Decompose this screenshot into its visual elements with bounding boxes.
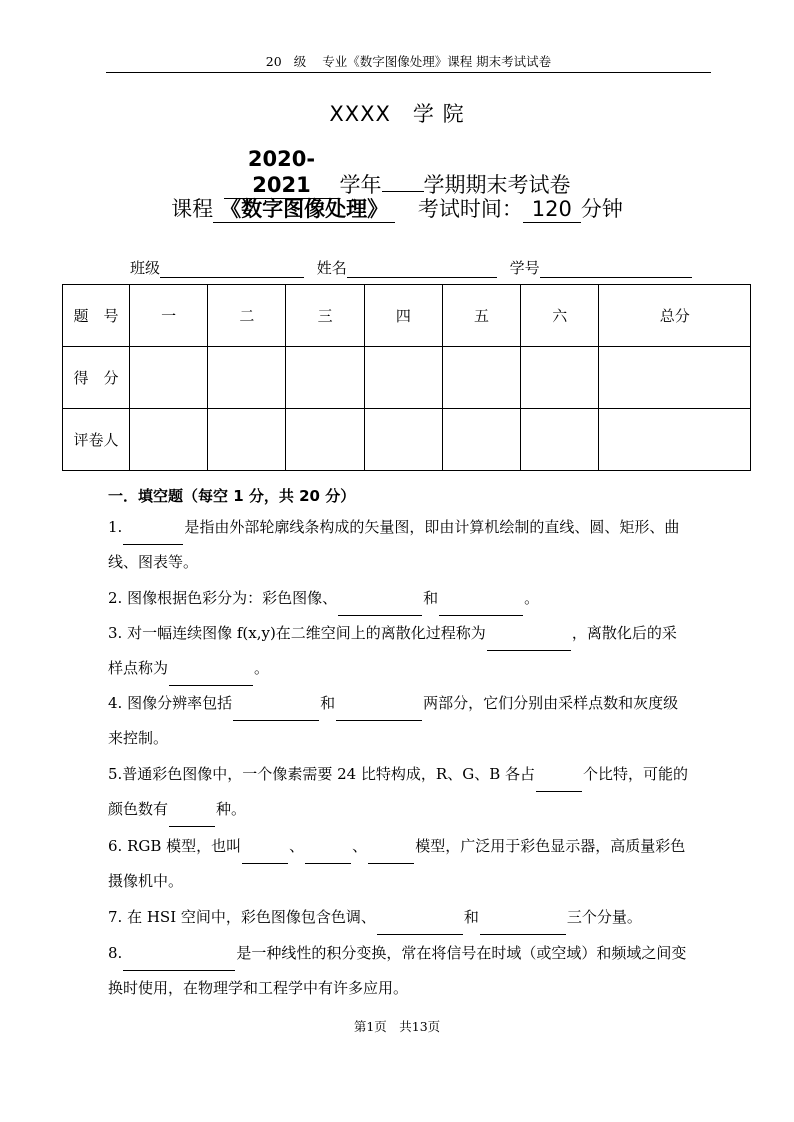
q6-text-2: 模型，广泛用于彩色显示器，高质量彩色 [415,837,686,855]
question-8 [108,936,714,1006]
score-table [62,284,751,471]
score-header-cell: 五 [442,285,520,347]
time-unit: 分钟 [580,197,623,221]
score-cell[interactable] [130,347,208,409]
grader-cell[interactable] [130,409,208,471]
question-1 [108,510,714,580]
answer-blank[interactable] [123,951,235,971]
q3-text-3: 样点称为 [108,659,169,677]
score-header-cell: 四 [364,285,442,347]
name-field[interactable] [347,261,497,278]
score-cell[interactable] [286,347,364,409]
score-cell[interactable] [364,347,442,409]
score-header-cell: 二 [208,285,286,347]
q3-text-2: ，离散化后的采 [571,624,677,642]
answer-blank[interactable] [242,844,288,864]
grader-cell[interactable] [286,409,364,471]
q5-end: 种。 [216,800,247,818]
q6-text: 6. RGB 模型，也叫 [108,837,242,855]
name-label: 姓名 [316,259,347,277]
grader-cell[interactable] [364,409,442,471]
q3-end: 。 [254,659,270,677]
score-cell[interactable] [208,347,286,409]
q4-text-2: 两部分，它们分别由采样点数和灰度级 [423,694,679,712]
answer-blank[interactable] [336,701,422,721]
q7-text-2: 三个分量。 [566,908,642,926]
q5-text-3: 颜色数有 [108,800,169,818]
exam-year-line [0,146,794,199]
school-title [0,98,794,128]
question-6 [108,829,714,899]
header-grade: 20 [265,54,282,69]
school-suffix: 学 院 [412,102,465,126]
score-cell[interactable] [599,347,751,409]
score-header-cell: 总分 [599,285,751,347]
q2-mid: 和 [423,589,439,607]
q7-text: 7. 在 HSI 空间中，彩色图像包含色调、 [108,908,376,926]
q5-text-2: 个比特，可能的 [583,765,689,783]
score-header-cell: 六 [521,285,599,347]
q2-text: 2. 图像根据色彩分为：彩色图像、 [108,589,338,607]
q7-mid: 和 [463,908,479,926]
q1-text: 是指由外部轮廓线条构成的矢量图，即由计算机绘制的直线、圆、矩形、曲 [184,518,680,536]
q8-text: 是一种线性的积分变换，常在将信号在时域（或空域）和频域之间变 [236,944,687,962]
grader-cell[interactable] [442,409,520,471]
answer-blank[interactable] [305,844,351,864]
grader-cell[interactable] [208,409,286,471]
q8-num: 8. [108,944,123,962]
answer-blank[interactable] [233,701,319,721]
q8-text-2: 换时使用，在物理学和工程学中有许多应用。 [108,979,409,997]
score-header-cell: 一 [130,285,208,347]
time-label: 考试时间： [417,197,523,221]
q4-text-3: 来控制。 [108,729,169,747]
course-line [0,193,794,223]
header-title: 专业《数字图像处理》课程 期末考试试卷 [322,54,552,69]
student-id-field[interactable] [540,261,692,278]
answer-blank[interactable] [377,915,463,935]
semester-blank[interactable] [382,191,424,192]
grader-cell[interactable] [599,409,751,471]
score-header-cell: 题 号 [63,285,130,347]
score-cell[interactable] [442,347,520,409]
q4-text: 4. 图像分辨率包括 [108,694,233,712]
answer-blank[interactable] [123,525,183,545]
q6-text-3: 摄像机中。 [108,872,184,890]
academic-year: 2020-2021 [224,146,340,199]
answer-blank[interactable] [439,596,523,616]
q6-sep: 、 [352,837,368,855]
page-number: 第1页 共13页 [353,1019,441,1034]
page-header [106,52,711,73]
answer-blank[interactable] [536,772,582,792]
exam-type-text: 学期期末考试卷 [423,173,571,197]
score-header-cell: 三 [286,285,364,347]
q1-text-cont: 线、图表等。 [108,553,199,571]
q4-mid: 和 [320,694,336,712]
answer-blank[interactable] [338,596,422,616]
answer-blank[interactable] [480,915,566,935]
header-grade-suffix: 级 [293,54,307,69]
class-label: 班级 [130,259,161,277]
q3-text: 3. 对一幅连续图像 f(x,y)在二维空间上的离散化过程称为 [108,624,486,642]
student-info [130,257,692,278]
grader-row-label: 评卷人 [63,409,130,471]
score-header-row [63,285,751,347]
question-5 [108,757,714,827]
q1-num: 1. [108,518,123,536]
section-title: 一．填空题（每空 1 分，共 20 分） [108,487,356,505]
class-field[interactable] [160,261,304,278]
question-4 [108,686,714,756]
grader-row [63,409,751,471]
score-row-label: 得 分 [63,347,130,409]
answer-blank[interactable] [487,631,571,651]
course-label: 课程 [171,197,214,221]
question-7 [108,900,714,935]
year-text: 学年 [339,173,382,197]
answer-blank[interactable] [169,807,215,827]
question-3 [108,616,714,686]
id-label: 学号 [509,259,540,277]
grader-cell[interactable] [521,409,599,471]
question-2 [108,581,714,616]
q6-sep: 、 [289,837,305,855]
q5-text: 5.普通彩色图像中，一个像素需要 24 比特构成，R、G、B 各占 [108,765,536,783]
q2-end: 。 [524,589,540,607]
score-cell[interactable] [521,347,599,409]
exam-time-value: 120 [523,196,581,223]
answer-blank[interactable] [368,844,414,864]
answer-blank[interactable] [169,666,253,686]
score-row [63,347,751,409]
course-name: 《数字图像处理》 [213,196,395,223]
school-name: XXXX [329,102,391,126]
